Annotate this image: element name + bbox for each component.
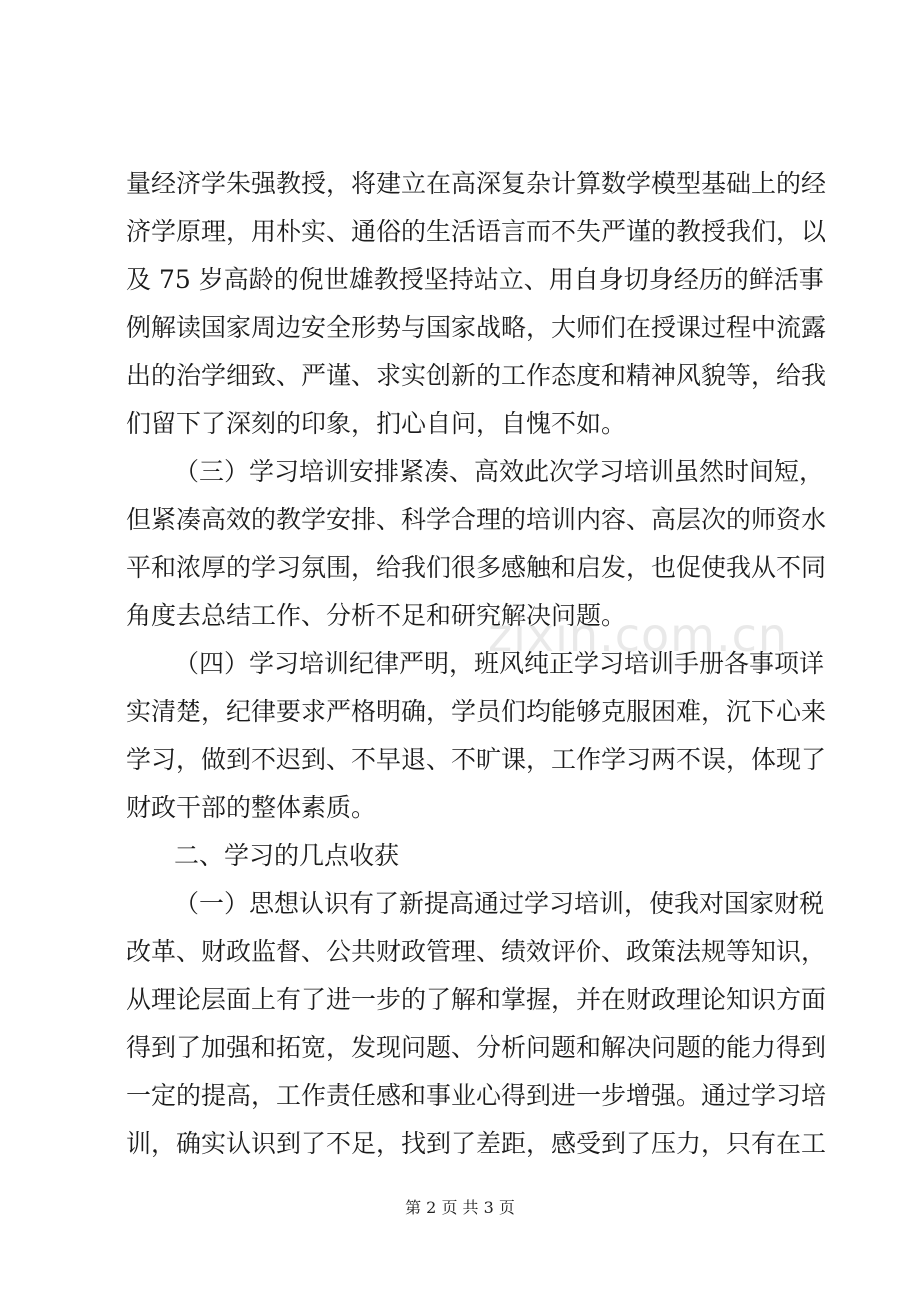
paragraph-line: 角度去总结工作、分析不足和研究解决问题。 xyxy=(126,601,627,630)
paragraph-line: 但紧凑高效的教学安排、科学合理的培训内容、高层次的师资水 xyxy=(126,505,827,534)
paragraph-line: 一定的提高，工作责任感和事业心得到进一步增强。通过学习培 xyxy=(126,1081,827,1110)
paragraph-line: 训，确实认识到了不足，找到了差距，感受到了压力，只有在工 xyxy=(126,1129,827,1158)
paragraph-line: 量经济学朱强教授，将建立在高深复杂计算数学模型基础上的经 xyxy=(126,169,827,198)
paragraph-line: 改革、财政监督、公共财政管理、绩效评价、政策法规等知识， xyxy=(126,937,827,966)
paragraph-line: （四）学习培训纪律严明，班风纯正学习培训手册各事项详 xyxy=(174,649,825,678)
paragraph-line: 济学原理，用朴实、通俗的生活语言而不失严谨的教授我们，以 xyxy=(126,217,827,246)
page-footer: 第 2 页 共 3 页 xyxy=(405,1198,515,1217)
paragraph-line: 平和浓厚的学习氛围，给我们很多感触和启发，也促使我从不同 xyxy=(126,553,827,582)
section-heading: 二、学习的几点收获 xyxy=(174,841,400,870)
paragraph-line: 实清楚，纪律要求严格明确，学员们均能够克服困难，沉下心来 xyxy=(126,697,827,726)
paragraph-line: 从理论层面上有了进一步的了解和掌握，并在财政理论知识方面 xyxy=(126,985,827,1014)
paragraph-line: （三）学习培训安排紧凑、高效此次学习培训虽然时间短， xyxy=(174,457,825,486)
paragraph-line: （一）思想认识有了新提高通过学习培训，使我对国家财税 xyxy=(174,889,825,918)
paragraph-line: 及 75 岁高龄的倪世雄教授坚持站立、用自身切身经历的鲜活事 xyxy=(126,265,824,294)
paragraph-line: 们留下了深刻的印象，扪心自问，自愧不如。 xyxy=(126,409,627,438)
paragraph-line: 得到了加强和拓宽，发现问题、分析问题和解决问题的能力得到 xyxy=(126,1033,827,1062)
paragraph-line: 学习，做到不迟到、不早退、不旷课，工作学习两不误，体现了 xyxy=(126,745,827,774)
paragraph-line: 出的治学细致、严谨、求实创新的工作态度和精神风貌等，给我 xyxy=(126,361,827,390)
paragraph-line: 例解读国家周边安全形势与国家战略，大师们在授课过程中流露 xyxy=(126,313,827,342)
watermark: zixin.com.cn xyxy=(488,608,789,662)
paragraph-line: 财政干部的整体素质。 xyxy=(126,793,377,822)
